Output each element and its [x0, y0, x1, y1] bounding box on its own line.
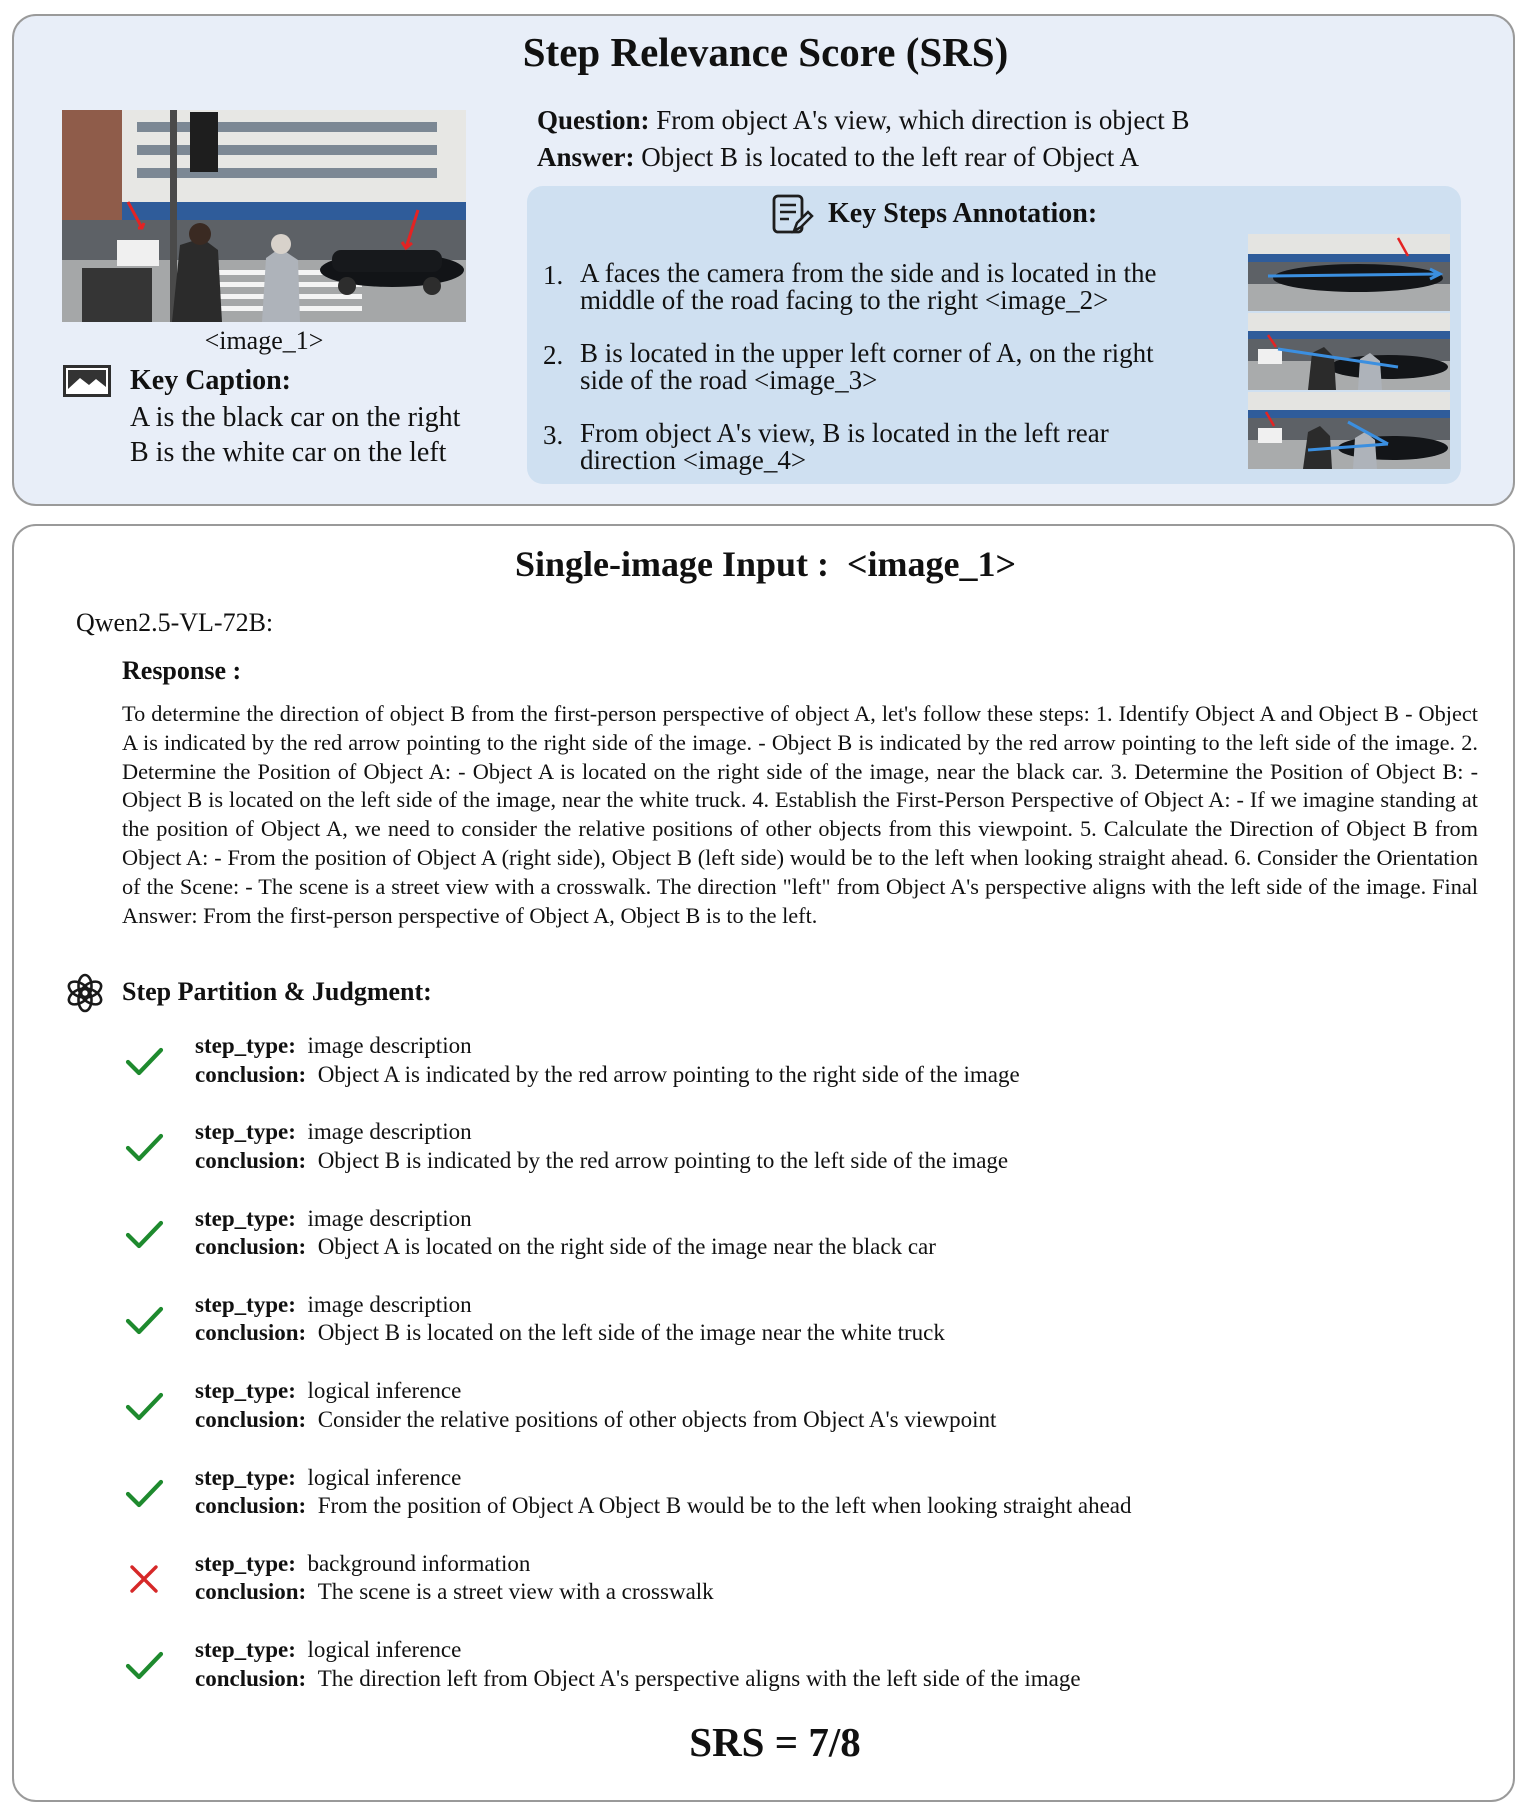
conclusion-line — [195, 1407, 996, 1433]
check-icon — [124, 1386, 164, 1426]
thumbnail-image-2 — [1248, 234, 1450, 311]
step-line: A faces the camera from the side and is located in the — [580, 258, 1157, 288]
response-text: To determine the direction of object B from the first-person perspective of object A, let's follow these steps: 1. Identify Object A and Object B - Object A is indicated by the red arrow pointing to the right side of the image. - Object B is indicated by the red arrow pointing to the left side of the image. 2. Determine the Position of Object A: - Object A is located on the right side of the image, near the black car. 3. Determine the Position of Object B: - Object B is located on the left side of the image, near the white truck. 4. Establish the First-Person Perspective of Object A: - If we imagine standing at the position of Object A, we need to consider the relative positions of other objects from this viewpoint. 5. Calculate the Direction of Object B from Object A: - From the position of Object A (right side), Object B (left side) would be to the left when looking straight ahead. 6. Consider the Orientation of the Scene: - The scene is a street view with a crosswalk. The direction "left" from Object A's perspective aligns with the left side of the image. Final Answer: From the first-person perspective of Object A, Object B is to the left. — [122, 701, 1478, 928]
openai-icon — [65, 973, 105, 1013]
conclusion-line — [195, 1579, 714, 1605]
check-icon — [124, 1041, 164, 1081]
conclusion-line — [195, 1234, 936, 1260]
step-type-line — [195, 1637, 461, 1663]
step-line: side of the road <image_3> — [580, 365, 878, 395]
key-caption-title: Key Caption: — [130, 365, 291, 396]
step-type-line — [195, 1465, 461, 1491]
conclusion-label: conclusion: — [195, 1061, 307, 1087]
step-type-label: step_type: — [195, 1205, 296, 1231]
thumbnail-image-4 — [1248, 392, 1450, 469]
conclusion-value: The direction left from Object A's perspective aligns with the left side of the image — [317, 1665, 1081, 1691]
srs-result: SRS = 7/8 — [689, 1719, 861, 1765]
check-icon — [124, 1645, 164, 1685]
step-number: 2. — [543, 340, 564, 370]
conclusion-label: conclusion: — [195, 1234, 307, 1260]
step-text — [580, 420, 1230, 474]
conclusion-label: conclusion: — [195, 1320, 307, 1346]
check-icon — [124, 1473, 164, 1513]
notes-icon — [770, 193, 814, 237]
step-type-label: step_type: — [195, 1378, 296, 1404]
step-type-label: step_type: — [195, 1291, 296, 1317]
conclusion-value: The scene is a street view with a crosswalk — [317, 1579, 714, 1605]
street-photo-image-1 — [62, 110, 466, 322]
step-type-line — [195, 1119, 472, 1145]
conclusion-label: conclusion: — [195, 1579, 307, 1605]
conclusion-value: From the position of Object A Object B would be to the left when looking straight ahead — [317, 1493, 1132, 1518]
step-line: direction <image_4> — [580, 445, 807, 475]
step-type-value: logical inference — [307, 1464, 462, 1490]
cross-icon — [124, 1559, 164, 1599]
step-type-line — [195, 1292, 472, 1318]
key-steps-title: Key Steps Annotation: — [828, 198, 1098, 229]
thumbnail-image-3 — [1248, 313, 1450, 390]
conclusion-value: Object B is indicated by the red arrow pointing to the left side of the image — [317, 1147, 1009, 1173]
step-number: 1. — [543, 260, 564, 290]
conclusion-line — [195, 1062, 1020, 1088]
step-type-line — [195, 1378, 461, 1404]
panel-title: Step Relevance Score (SRS) — [522, 29, 1009, 75]
step-type-value: image description — [307, 1119, 472, 1145]
answer-label: Answer: — [537, 142, 635, 172]
model-name: Qwen2.5-VL-72B: — [76, 608, 274, 637]
conclusion-line — [195, 1320, 945, 1346]
conclusion-value: Object A is indicated by the red arrow pointing to the right side of the image — [317, 1061, 1020, 1087]
check-icon — [124, 1127, 164, 1167]
check-icon — [124, 1214, 164, 1254]
step-type-value: image description — [307, 1205, 472, 1231]
conclusion-label: conclusion: — [195, 1406, 307, 1432]
image-1-label: <image_1> — [204, 326, 324, 355]
check-icon — [124, 1300, 164, 1340]
step-text — [580, 260, 1230, 314]
step-line: middle of the road facing to the right <image_2> — [580, 285, 1109, 315]
step-type-value: logical inference — [307, 1637, 462, 1663]
caption-line-b: B is the white car on the left — [130, 437, 447, 468]
step-partition-title: Step Partition & Judgment: — [122, 977, 432, 1006]
conclusion-line — [195, 1148, 1008, 1174]
step-type-label: step_type: — [195, 1119, 296, 1145]
step-text — [580, 340, 1230, 394]
step-number: 3. — [543, 420, 564, 450]
conclusion-label: conclusion: — [195, 1493, 307, 1518]
conclusion-label: conclusion: — [195, 1147, 307, 1173]
answer-text: Object B is located to the left rear of Object A — [634, 142, 1140, 172]
step-type-value: image description — [307, 1291, 472, 1317]
step-type-label: step_type: — [195, 1464, 296, 1490]
caption-line-a: A is the black car on the right — [130, 402, 461, 433]
step-type-label: step_type: — [195, 1637, 296, 1663]
conclusion-value: Consider the relative positions of other objects from Object A's viewpoint — [317, 1406, 997, 1432]
step-type-label: step_type: — [195, 1033, 296, 1058]
image-icon — [63, 365, 111, 397]
step-type-line — [195, 1206, 472, 1232]
question — [537, 105, 1190, 136]
step-type-value: image description — [307, 1033, 472, 1058]
answer — [537, 142, 1139, 173]
conclusion-label: conclusion: — [195, 1665, 307, 1691]
question-text: From object A's view, which direction is object B — [649, 105, 1190, 135]
question-label: Question: — [537, 105, 650, 135]
response-title: Response : — [122, 656, 242, 685]
conclusion-line — [195, 1493, 1132, 1519]
step-type-value: background information — [307, 1550, 531, 1576]
conclusion-value: Object B is located on the left side of the image near the white truck — [317, 1320, 945, 1346]
step-type-line — [195, 1033, 472, 1059]
step-line: B is located in the upper left corner of A, on the right — [580, 338, 1154, 368]
conclusion-value: Object A is located on the right side of the image near the black car — [317, 1234, 936, 1260]
conclusion-line — [195, 1666, 1081, 1692]
single-image-input-title: Single-image Input : <image_1> — [514, 544, 1017, 584]
step-type-line — [195, 1551, 530, 1577]
step-line: From object A's view, B is located in the left rear — [580, 418, 1109, 448]
step-type-label: step_type: — [195, 1550, 296, 1576]
step-type-value: logical inference — [307, 1378, 462, 1404]
